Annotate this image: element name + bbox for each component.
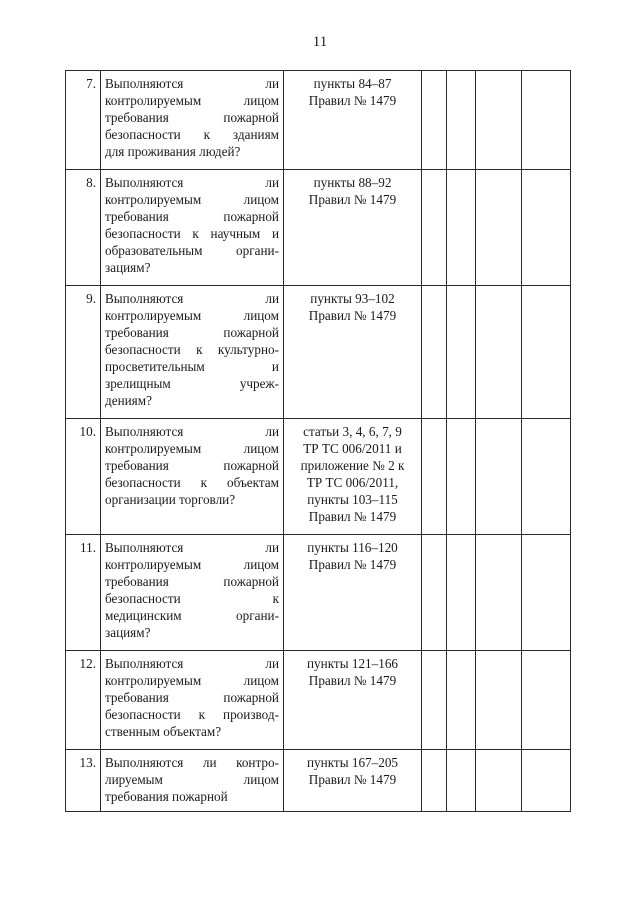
reference-cell: [284, 750, 422, 812]
question-line: контролируемым лицом: [105, 441, 279, 456]
answer-cell: [522, 535, 571, 651]
reference-line: Правил № 1479: [308, 509, 397, 524]
answer-cell: [422, 651, 447, 750]
question-line: требования пожарной: [105, 690, 279, 705]
answer-cell: [476, 535, 522, 651]
question-cell: [101, 419, 284, 535]
question-line: организации торговли?: [105, 492, 236, 507]
question-line: требования пожарной: [105, 789, 228, 804]
question-line: требования пожарной: [105, 110, 279, 125]
reference-cell: [284, 419, 422, 535]
table-row: [66, 535, 571, 651]
answer-cell: [447, 750, 476, 812]
answer-cell: [447, 535, 476, 651]
table-row: [66, 286, 571, 419]
reference-cell: [284, 286, 422, 419]
question-line: безопасности к зданиям: [105, 127, 279, 142]
question-line: безопасности к научным и: [105, 226, 279, 241]
question-line: зациям?: [105, 625, 151, 640]
reference-line: приложение № 2 к: [300, 458, 405, 473]
checklist-table: [65, 70, 571, 812]
question-line: для проживания людей?: [105, 144, 241, 159]
page-number: 11: [312, 34, 328, 50]
question-line: зрелищным учреж-: [105, 376, 279, 391]
reference-cell: [284, 170, 422, 286]
row-number: 7.: [66, 71, 101, 170]
answer-cell: [447, 651, 476, 750]
answer-cell: [522, 651, 571, 750]
question-line: Выполняются ли: [105, 76, 279, 91]
question-line: зациям?: [105, 260, 151, 275]
answer-cell: [422, 535, 447, 651]
answer-cell: [447, 419, 476, 535]
answer-cell: [522, 71, 571, 170]
answer-cell: [447, 286, 476, 419]
row-number: 8.: [66, 170, 101, 286]
reference-cell: [284, 535, 422, 651]
row-number: 12.: [66, 651, 101, 750]
answer-cell: [522, 750, 571, 812]
question-line: безопасности к: [105, 591, 279, 606]
answer-cell: [522, 170, 571, 286]
reference-line: пункты 167–205: [306, 755, 399, 770]
reference-line: ТР ТС 006/2011 и: [303, 441, 402, 456]
question-line: образовательным органи-: [105, 243, 279, 258]
row-number: 10.: [66, 419, 101, 535]
question-line: безопасности к производ-: [105, 707, 279, 722]
answer-cell: [447, 71, 476, 170]
question-cell: [101, 286, 284, 419]
answer-cell: [476, 170, 522, 286]
question-line: лируемым лицом: [105, 772, 279, 787]
question-line: контролируемым лицом: [105, 308, 279, 323]
reference-line: Правил № 1479: [308, 308, 397, 323]
answer-cell: [476, 419, 522, 535]
answer-cell: [476, 286, 522, 419]
reference-line: Правил № 1479: [308, 772, 397, 787]
reference-line: Правил № 1479: [308, 557, 397, 572]
answer-cell: [422, 170, 447, 286]
table-row: [66, 419, 571, 535]
reference-line: пункты 93–102: [310, 291, 395, 306]
question-line: просветительным и: [105, 359, 279, 374]
question-line: Выполняются ли: [105, 175, 279, 190]
reference-cell: [284, 651, 422, 750]
reference-line: Правил № 1479: [308, 192, 397, 207]
reference-line: Правил № 1479: [308, 673, 397, 688]
question-line: Выполняются ли контро-: [105, 755, 279, 770]
answer-cell: [522, 286, 571, 419]
reference-line: пункты 121–166: [306, 656, 399, 671]
question-cell: [101, 651, 284, 750]
question-line: Выполняются ли: [105, 291, 279, 306]
question-line: дениям?: [105, 393, 152, 408]
reference-line: пункты 88–92: [313, 175, 392, 190]
question-line: контролируемым лицом: [105, 673, 279, 688]
answer-cell: [422, 286, 447, 419]
row-number: 13.: [66, 750, 101, 812]
question-line: контролируемым лицом: [105, 192, 279, 207]
question-line: безопасности к культурно-: [105, 342, 279, 357]
reference-line: ТР ТС 006/2011,: [306, 475, 399, 490]
question-line: безопасности к объектам: [105, 475, 279, 490]
answer-cell: [476, 651, 522, 750]
question-line: ственным объектам?: [105, 724, 222, 739]
answer-cell: [447, 170, 476, 286]
reference-line: Правил № 1479: [308, 93, 397, 108]
question-cell: [101, 750, 284, 812]
reference-cell: [284, 71, 422, 170]
question-line: требования пожарной: [105, 574, 279, 589]
answer-cell: [476, 71, 522, 170]
table-row: [66, 170, 571, 286]
answer-cell: [476, 750, 522, 812]
question-cell: [101, 535, 284, 651]
table-row: [66, 71, 571, 170]
reference-line: пункты 84–87: [313, 76, 392, 91]
question-line: Выполняются ли: [105, 540, 279, 555]
question-line: Выполняются ли: [105, 656, 279, 671]
answer-cell: [422, 71, 447, 170]
question-cell: [101, 170, 284, 286]
reference-line: пункты 116–120: [307, 540, 398, 555]
question-line: требования пожарной: [105, 458, 279, 473]
question-cell: [101, 71, 284, 170]
reference-line: пункты 103–115: [307, 492, 398, 507]
table-row: [66, 750, 571, 812]
question-line: контролируемым лицом: [105, 557, 279, 572]
question-line: медицинским органи-: [105, 608, 279, 623]
question-line: контролируемым лицом: [105, 93, 279, 108]
question-line: требования пожарной: [105, 209, 279, 224]
answer-cell: [422, 419, 447, 535]
row-number: 9.: [66, 286, 101, 419]
row-number: 11.: [66, 535, 101, 651]
question-line: Выполняются ли: [105, 424, 279, 439]
reference-line: статьи 3, 4, 6, 7, 9: [303, 424, 402, 439]
answer-cell: [522, 419, 571, 535]
table-row: [66, 651, 571, 750]
question-line: требования пожарной: [105, 325, 279, 340]
answer-cell: [422, 750, 447, 812]
